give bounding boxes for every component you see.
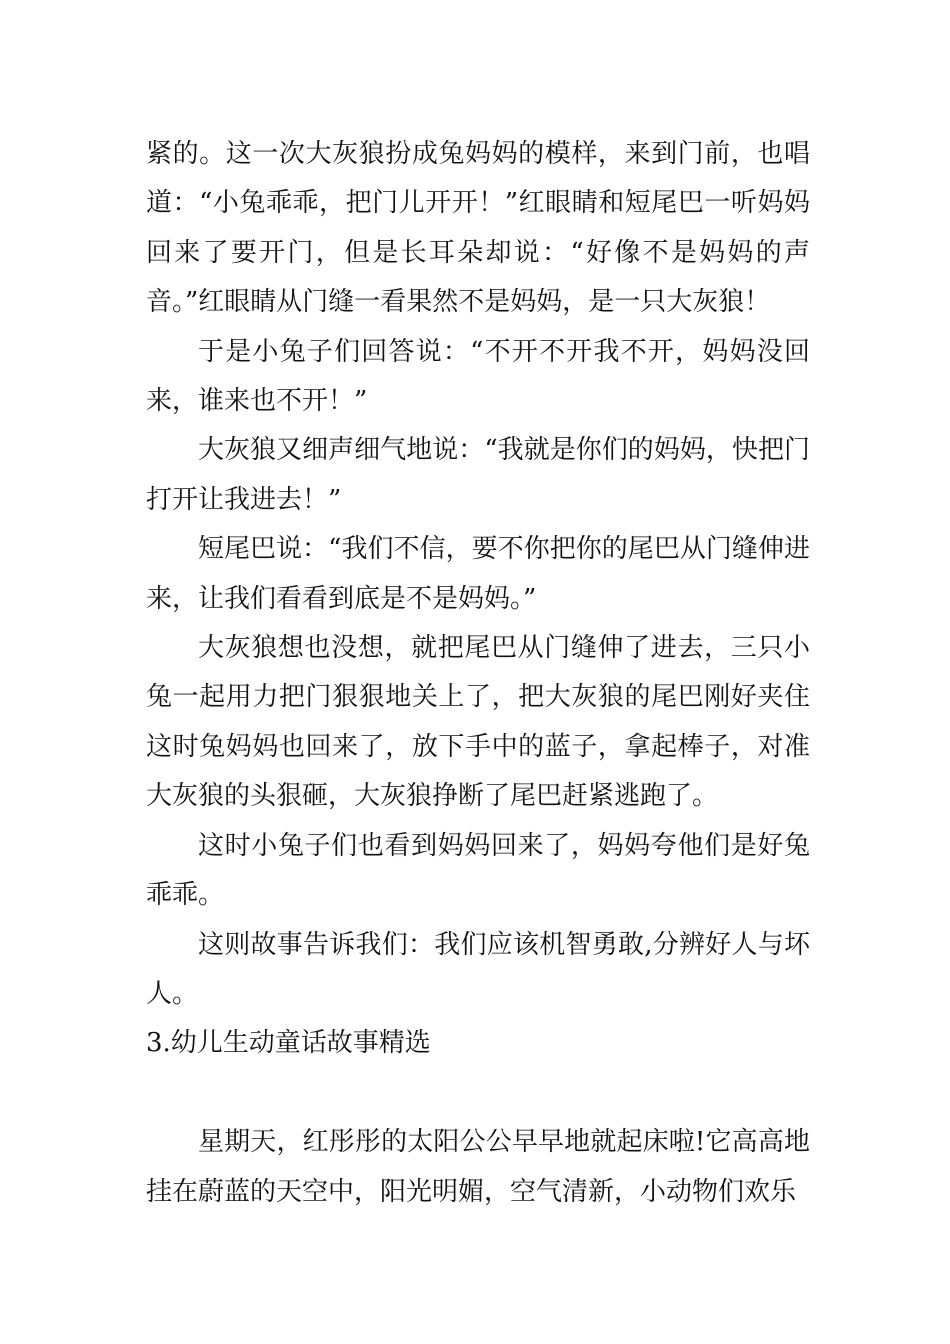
- paragraph: 于是小兔子们回答说：“不开不开我不开，妈妈没回来，谁来也不开！”: [146, 336, 810, 417]
- document-body: [146, 130, 810, 1217]
- blank-line: [146, 1069, 810, 1118]
- paragraph: 这时小兔子们也看到妈妈回来了，妈妈夸他们是好兔乖乖。: [146, 830, 810, 911]
- paragraph: 星期天，红彤彤的太阳公公早早地就起床啦!它高高地挂在蔚蓝的天空中，阳光明媚，空气清新，小动物们欢乐: [146, 1127, 810, 1207]
- paragraph: 大灰狼想也没想，就把尾巴从门缝伸了进去，三只小兔一起用力把门狠狠地关上了，把大灰狼的尾巴刚好夹住这时兔妈妈也回来了，放下手中的蓝子，拿起棒子，对准大灰狼的头狠砸，大灰狼挣断了尾巴赶紧逃跑了。: [146, 633, 810, 812]
- paragraph-moral: 这则故事告诉我们：我们应该机智勇敢,分辨好人与坏人。: [146, 929, 810, 1009]
- paragraph: 大灰狼又细声细气地说：“我就是你们的妈妈，快把门打开让我进去！”: [146, 435, 810, 515]
- paragraph: 短尾巴说：“我们不信，要不你把你的尾巴从门缝伸进来，让我们看看到底是不是妈妈。”: [146, 534, 810, 614]
- paragraph-continued: 紧的。这一次大灰狼扮成兔妈妈的模样，来到门前，也唱道：“小兔乖乖，把门儿开开！”红眼睛和短尾巴一听妈妈回来了要开门，但是长耳朵却说：“好像不是妈妈的声音。”红眼睛从门缝一看果然不是妈妈，是一只大灰狼！: [146, 139, 810, 318]
- section-heading: 3.幼儿生动童话故事精选: [146, 1028, 431, 1059]
